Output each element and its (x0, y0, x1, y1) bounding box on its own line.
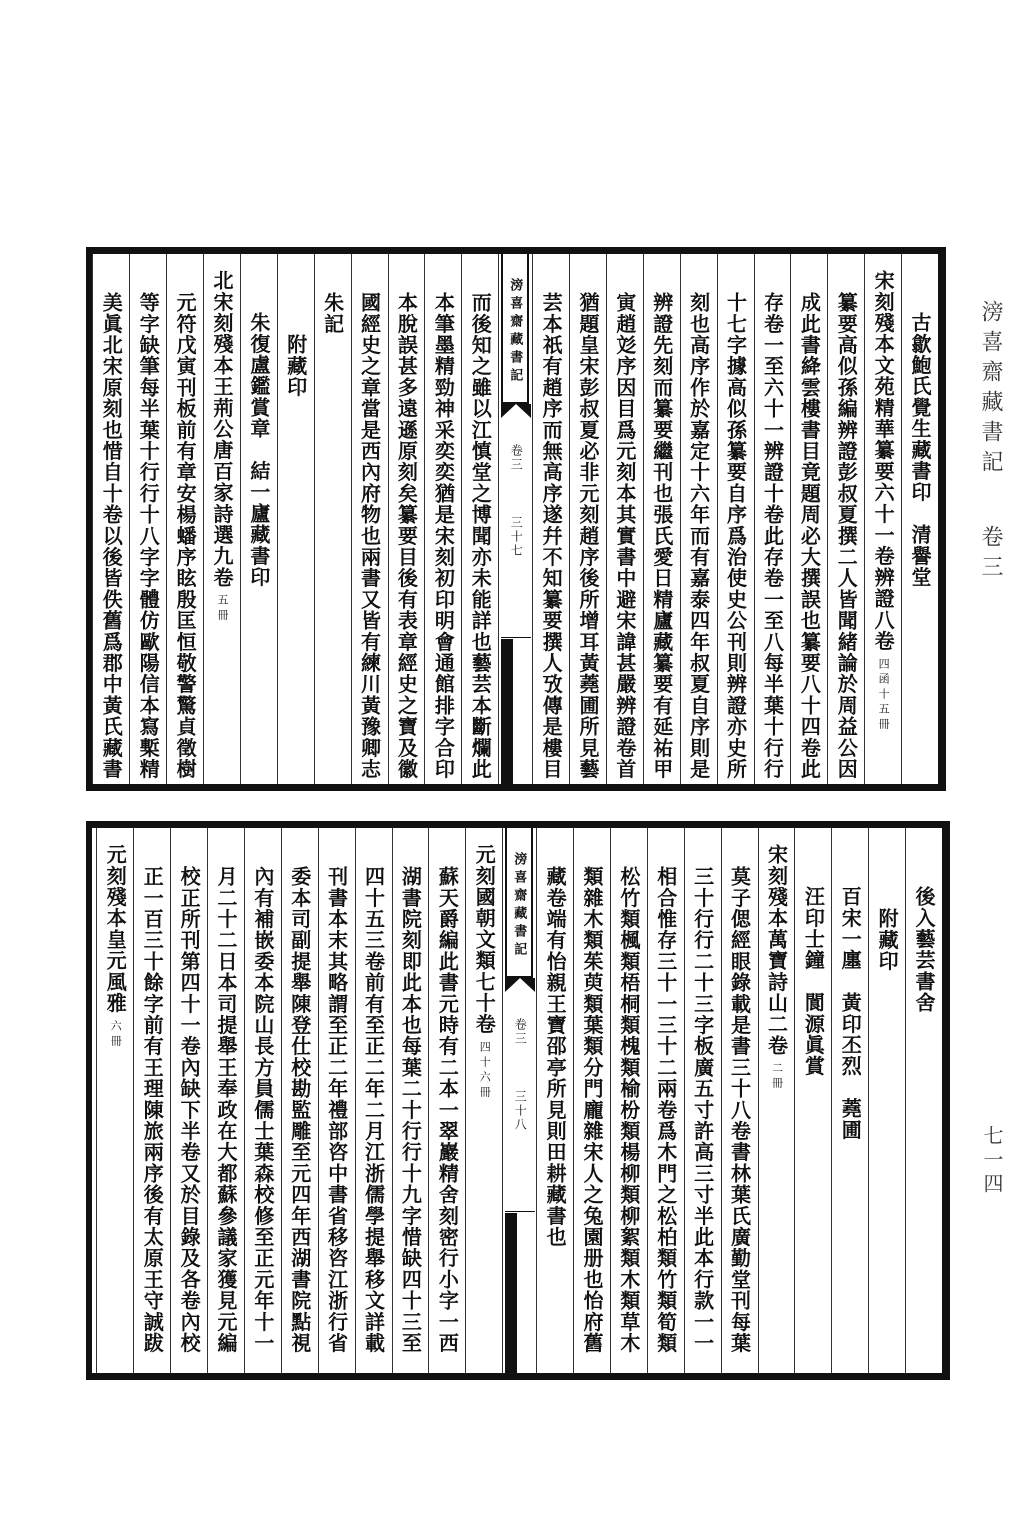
text-column: 而後知之雖以江慎堂之博聞亦未能詳也藝芸本斷爛此 (461, 254, 498, 784)
fold-rule (505, 1211, 535, 1212)
entry-heading: 元刻殘本皇元風雅六冊 (96, 828, 133, 1373)
text-column: 辨證先刻而纂要繼刊也張氏愛日精廬藏纂要有延祐甲 (643, 254, 680, 784)
entry-heading: 宋刻殘本萬寶詩山二卷二冊 (758, 828, 795, 1373)
text-column: 寅趙彣序因目爲元刻本其實書中避宋諱甚嚴辨證卷首 (606, 254, 643, 784)
text-column: 後入藝芸書舍 (905, 828, 942, 1373)
entry-heading: 北宋刻殘本王荊公唐百家詩選九卷五冊 (203, 254, 240, 784)
center-fold (498, 254, 532, 784)
book-title: 滂喜齋藏書記 (978, 300, 1003, 480)
entry-heading: 元刻國朝文類七十卷四十六冊 (465, 828, 502, 1373)
seal-line: 朱復盧鑑賞章 結一廬藏書印 (240, 254, 277, 784)
text-column: 十七字據高似孫纂要自序爲治使史公刊則辨證亦史所 (717, 254, 754, 784)
text-column: 莫子偲經眼錄載是書三十八卷書林葉氏廣勤堂刊每葉 (721, 828, 758, 1373)
text-column: 月二十二日本司提舉王奉政在大都蘇參議家獲見元編 (207, 828, 244, 1373)
text-column: 美眞北宋原刻也惜自十卷以後皆佚舊爲郡中黃氏藏書 (92, 254, 129, 784)
seal-heading: 附藏印 (277, 254, 314, 784)
seal-heading: 附藏印 (868, 828, 905, 1373)
text-column: 湖書院刻即此本也每葉二十行行十九字惜缺四十三至 (392, 828, 429, 1373)
fold-title: 滂喜齋藏書記 (501, 254, 529, 404)
text-column: 類雜木類茱萸類葉類分門龐雜宋人之兔園册也怡府舊 (573, 828, 610, 1373)
fold-volume: 卷三 (509, 444, 524, 472)
fold-black-bar (501, 639, 513, 784)
text-column: 松竹類楓類梧桐類槐類榆枌類楊柳類柳絮類木類草木 (610, 828, 647, 1373)
leaf-top (86, 247, 946, 791)
running-header (975, 300, 1006, 585)
center-fold (502, 828, 536, 1373)
seal-line: 汪印士鐘 閬源眞賞 (794, 828, 831, 1373)
seal-line: 古歙鮑氏覺生藏書印 清譽堂 (901, 254, 938, 784)
text-column: 國經史之章當是西內府物也兩書又皆有練川黃豫卿志 (351, 254, 388, 784)
fold-rule (501, 637, 531, 638)
fold-leaf-number: 三十八 (513, 1090, 528, 1132)
fold-title: 滂喜齋藏書記 (505, 828, 533, 978)
page-number: 七一四 (980, 1125, 1004, 1197)
text-column: 蘇天爵編此書元時有二本一翠巖精舍刻密行小字一西 (428, 828, 465, 1373)
fishtail-mark-icon (505, 978, 535, 992)
text-column: 正一百三十餘字前有王理陳旅兩序後有太原王守誠跋 (133, 828, 170, 1373)
text-column: 成此書絳雲樓書目竟題周必大撰誤也纂要八十四卷此 (790, 254, 827, 784)
text-column: 刊書本末其略謂至正二年禮部咨中書省移咨江浙行省 (318, 828, 355, 1373)
text-column: 相合惟存三十一三十二兩卷爲木門之松柏類竹類筍類 (647, 828, 684, 1373)
text-column: 藏卷端有怡親王寶邵亭所見則田耕藏書也 (536, 828, 573, 1373)
text-column: 芸本祇有趙序而無高序遂幷不知纂要撰人攷傳是樓目 (532, 254, 569, 784)
text-column: 猶題皇宋彭叔夏必非元刻趙序後所增耳黃蕘圃所見藝 (569, 254, 606, 784)
seal-line: 百宋一廛 黃印丕烈 蕘圃 (831, 828, 868, 1373)
fold-leaf-number: 三十七 (509, 516, 524, 558)
text-column: 本脫誤甚多遠遜原刻矣纂要目後有表章經史之寶及徽 (388, 254, 425, 784)
text-column: 等字缺筆每半葉十行行十八字字體仿歐陽信本寫槧精 (129, 254, 166, 784)
text-column: 校正所刊第四十一卷內缺下半卷又於目錄及各卷內校 (170, 828, 207, 1373)
text-column: 內有補嵌委本院山長方員儒士葉森校修至正元年十一 (244, 828, 281, 1373)
volume-label: 卷三 (978, 525, 1003, 585)
text-column: 纂要高似孫編辨證彭叔夏撰二人皆聞緒論於周益公因 (827, 254, 864, 784)
text-column: 朱記 (314, 254, 351, 784)
entry-heading: 宋刻殘本文苑精華纂要六十一卷辨證八卷四函十五冊 (864, 254, 901, 784)
leaf-bottom (86, 821, 950, 1380)
text-column: 存卷一至六十一辨證十卷此存卷一至八每半葉十行行 (754, 254, 791, 784)
text-column: 刻也高序作於嘉定十六年而有嘉泰四年叔夏自序則是 (680, 254, 717, 784)
text-column: 四十五三卷前有至正二年二月江浙儒學提舉移文詳載 (355, 828, 392, 1373)
fishtail-mark-icon (501, 404, 531, 418)
text-column: 本筆墨精勁神采奕奕猶是宋刻初印明會通館排字合印 (424, 254, 461, 784)
text-column: 委本司副提舉陳登仕校勘監雕至元四年西湖書院點視 (281, 828, 318, 1373)
fold-black-bar (505, 1213, 517, 1373)
text-column: 元符戊寅刊板前有章安楊蟠序眩殷匡恒敬警驚貞徵樹 (166, 254, 203, 784)
fold-volume: 卷三 (513, 1018, 528, 1046)
text-column: 三十行行二十三字板廣五寸許高三寸半此本行款一一 (684, 828, 721, 1373)
